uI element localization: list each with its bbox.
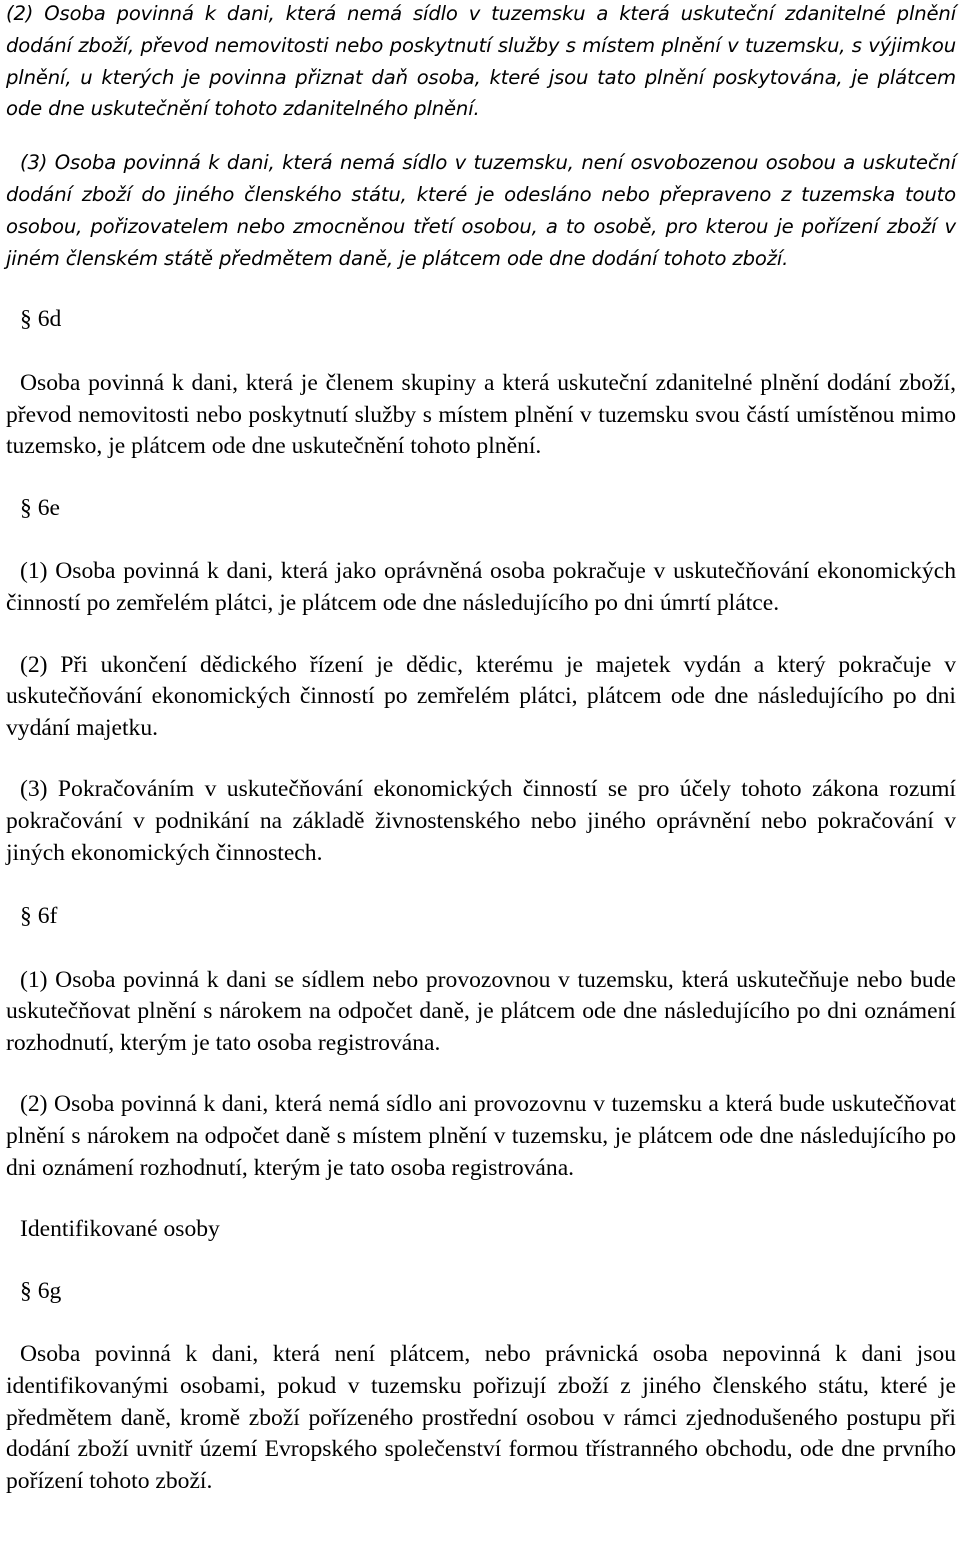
paragraph-6e-3: (3) Pokračováním v uskutečňování ekonomických činností se pro účely tohoto zákona rozumí pokračování v podnikání na základě živnostenského nebo jiného oprávnění nebo pokračování v jiných ekonomických činnostech. xyxy=(6,776,956,866)
paragraph-6f-2: (2) Osoba povinná k dani, která nemá sídlo ani provozovnu v tuzemsku a která bude uskutečňovat plnění s nárokem na odpočet daně s místem plnění v tuzemsku, je plátcem ode dne následujícího po dni oznámení rozhodnutí, kterým je tato osoba registrována. xyxy=(6,1091,956,1181)
paragraph-6c-3: (3) Osoba povinná k dani, která nemá sídlo v tuzemsku, není osvobozenou osobou a uskuteční dodání zboží do jiného členského státu, které je odesláno nebo přepraveno z tuzemska touto osobou, pořizovatelem nebo zmocněnou třetí osobou, a to osobě, pro kterou je pořízení zboží v jiném členském státě předmětem daně, je plátcem ode dne dodání tohoto zboží. xyxy=(6,151,956,270)
paragraph-6f-1: (1) Osoba povinná k dani se sídlem nebo provozovnou v tuzemsku, která uskutečňuje nebo bude uskutečňovat plnění s nárokem na odpočet daně, je plátcem ode dne následujícího po dni oznámení rozhodnutí, kterým je tato osoba registrována. xyxy=(6,966,956,1056)
subheading-identifikovane-osoby: Identifikované osoby xyxy=(20,1216,220,1243)
paragraph-6g: Osoba povinná k dani, která není plátcem, nebo právnická osoba nepovinná k dani jsou identifikovanými osobami, pokud v tuzemsku pořizují zboží z jiného členského státu, které je předmětem daně, kromě zboží pořízeného prostřední osobou v rámci zjednodušeného postupu při dodání zboží uvnitř území Evropského společenství formou třístranného obchodu, ode dne prvního pořízení tohoto zboží. xyxy=(6,1341,956,1494)
section-heading-6e: § 6e xyxy=(20,494,60,521)
paragraph-6c-2: (2) Osoba povinná k dani, která nemá sídlo v tuzemsku a která uskuteční zdanitelné plnění dodání zboží, převod nemovitosti nebo poskytnutí služby s místem plnění v tuzemsku, s výjimkou plnění, u kterých je povinna přiznat daň osoba, které jsou tato plnění poskytována, je plátcem ode dne uskutečnění tohoto zdanitelného plnění. xyxy=(6,2,956,121)
section-heading-6g: § 6g xyxy=(20,1277,62,1304)
section-heading-6d: § 6d xyxy=(20,306,62,333)
paragraph-6e-2: (2) Při ukončení dědického řízení je dědic, kterému je majetek vydán a který pokračuje v uskutečňování ekonomických činností po zemřelém plátci, plátcem ode dne následujícího po dni vydání majetku. xyxy=(6,651,956,741)
paragraph-6e-1: (1) Osoba povinná k dani, která jako oprávněná osoba pokračuje v uskutečňování ekonomických činností po zemřelém plátci, je plátcem ode dne následujícího po dni úmrtí plátce. xyxy=(6,558,956,616)
document-page xyxy=(6,0,956,1497)
section-heading-6f: § 6f xyxy=(20,903,58,930)
paragraph-6d: Osoba povinná k dani, která je členem skupiny a která uskuteční zdanitelné plnění dodání zboží, převod nemovitosti nebo poskytnutí služby s místem plnění v tuzemsku svou částí umístěnou mimo tuzemsko, je plátcem ode dne uskutečnění tohoto plnění. xyxy=(6,369,956,460)
